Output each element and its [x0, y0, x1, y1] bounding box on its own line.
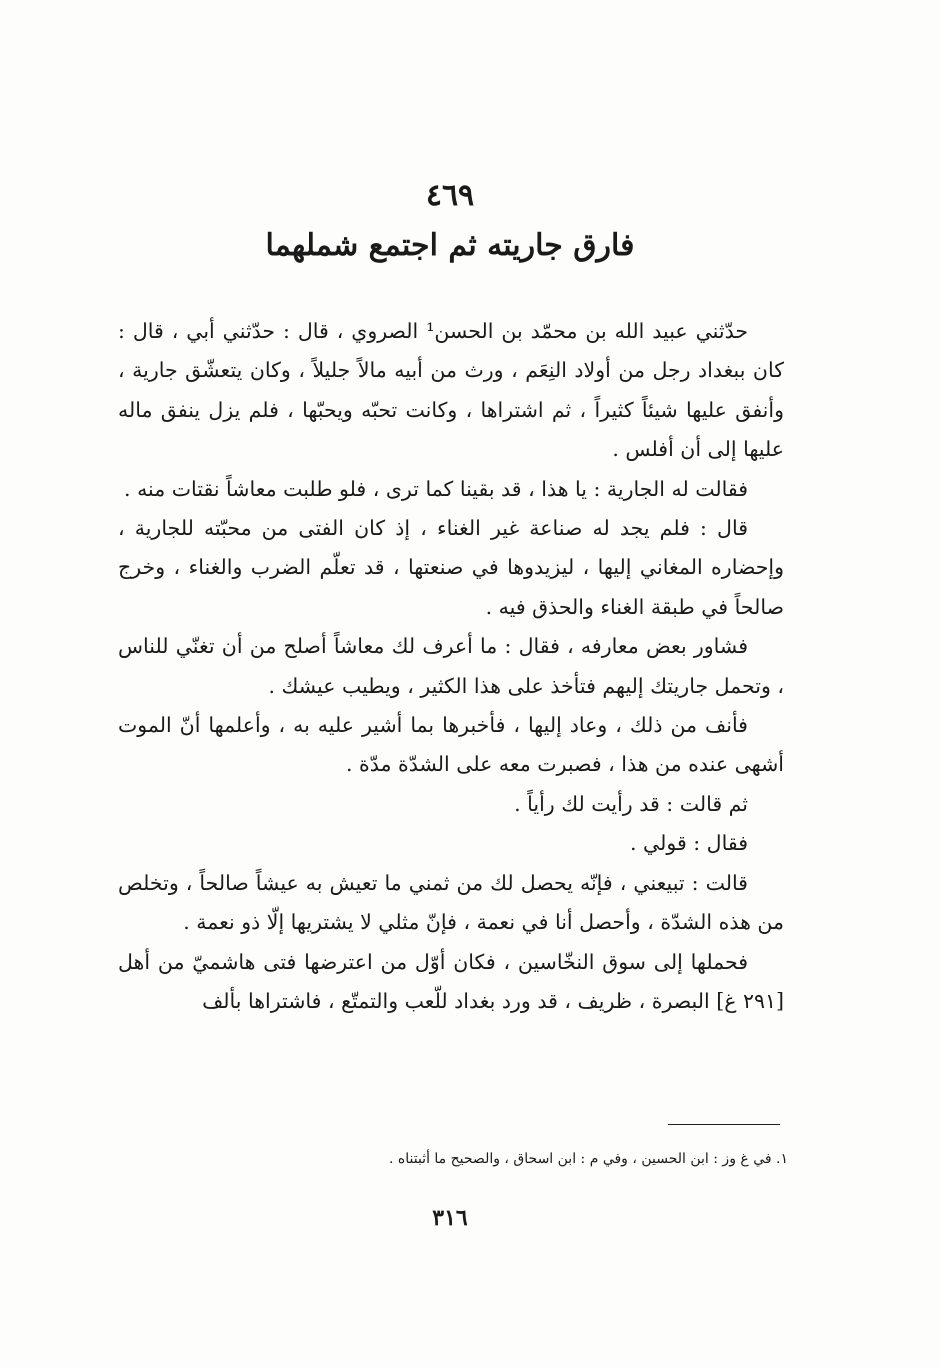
- story-number: ٤٦٩: [425, 178, 475, 213]
- body-text: [118, 312, 784, 1021]
- paragraph: فأنف من ذلك ، وعاد إليها ، فأخبرها بما أشير عليه به ، وأعلمها أنّ الموت أشهى عنده من هذا ، فصبرت معه على الشدّة مدّة .: [118, 713, 784, 777]
- paragraph: فقال : قولي .: [629, 831, 748, 856]
- footnote-divider: [668, 1124, 780, 1125]
- paragraph: فحملها إلى سوق النخّاسين ، فكان أوّل من اعترضها فتى هاشميّ من أهل [٢٩١ غ] البصرة ، ظريف ، قد ورد بغداد للّعب والتمتّع ، فاشتراها بألف: [118, 949, 784, 1013]
- paragraph: فشاور بعض معارفه ، فقال : ما أعرف لك معاشاً أصلح من أن تغنّي للناس ، وتحمل جاريتك إليهم فتأخذ على هذا الكثير ، ويطيب عيشك .: [118, 634, 784, 698]
- paragraph: فقالت له الجارية : يا هذا ، قد بقينا كما ترى ، فلو طلبت معاشاً نقتات منه .: [124, 476, 748, 501]
- folio-page-number: ٣١٦: [432, 1205, 468, 1231]
- paragraph: قالت : تبيعني ، فإنّه يحصل لك من ثمني ما تعيش به عيشاً صالحاً ، وتخلص من هذه الشدّة ، وأحصل أنا في نعمة ، فإنّ مثلي لا يشتريها إلّا ذو نعمة .: [118, 870, 784, 935]
- chapter-title: فارق جاريته ثم اجتمع شملهما: [265, 228, 635, 263]
- footnote: ١. في غ وز : ابن الحسين ، وفي م : ابن اسحاق ، والصحيح ما أثبتناه .: [389, 1151, 788, 1167]
- paragraph: قال : فلم يجد له صناعة غير الغناء ، إذ كان الفتى من محبّته للجارية ، وإحضاره المغاني إليها ، ليزيدوها في صنعتها ، قد تعلّم الضرب والغناء ، وخرج صالحاً في طبقة الغناء والحذق فيه .: [118, 516, 784, 619]
- paragraph: ثم قالت : قد رأيت لك رأياً .: [514, 791, 748, 816]
- paragraph: حدّثني عبيد الله بن محمّد بن الحسن¹ الصروي ، قال : حدّثني أبي ، قال : كان ببغداد رجل من أولاد النِعَم ، ورث من أبيه مالاً جليلاً ، وكان يتعشّق جارية ، وأنفق عليها شيئاً كثيراً ، ثم اشتراها ، وكانت تحبّه ويحبّها ، فلم يزل ينفق ماله عليها إلى أن أفلس .: [118, 319, 784, 462]
